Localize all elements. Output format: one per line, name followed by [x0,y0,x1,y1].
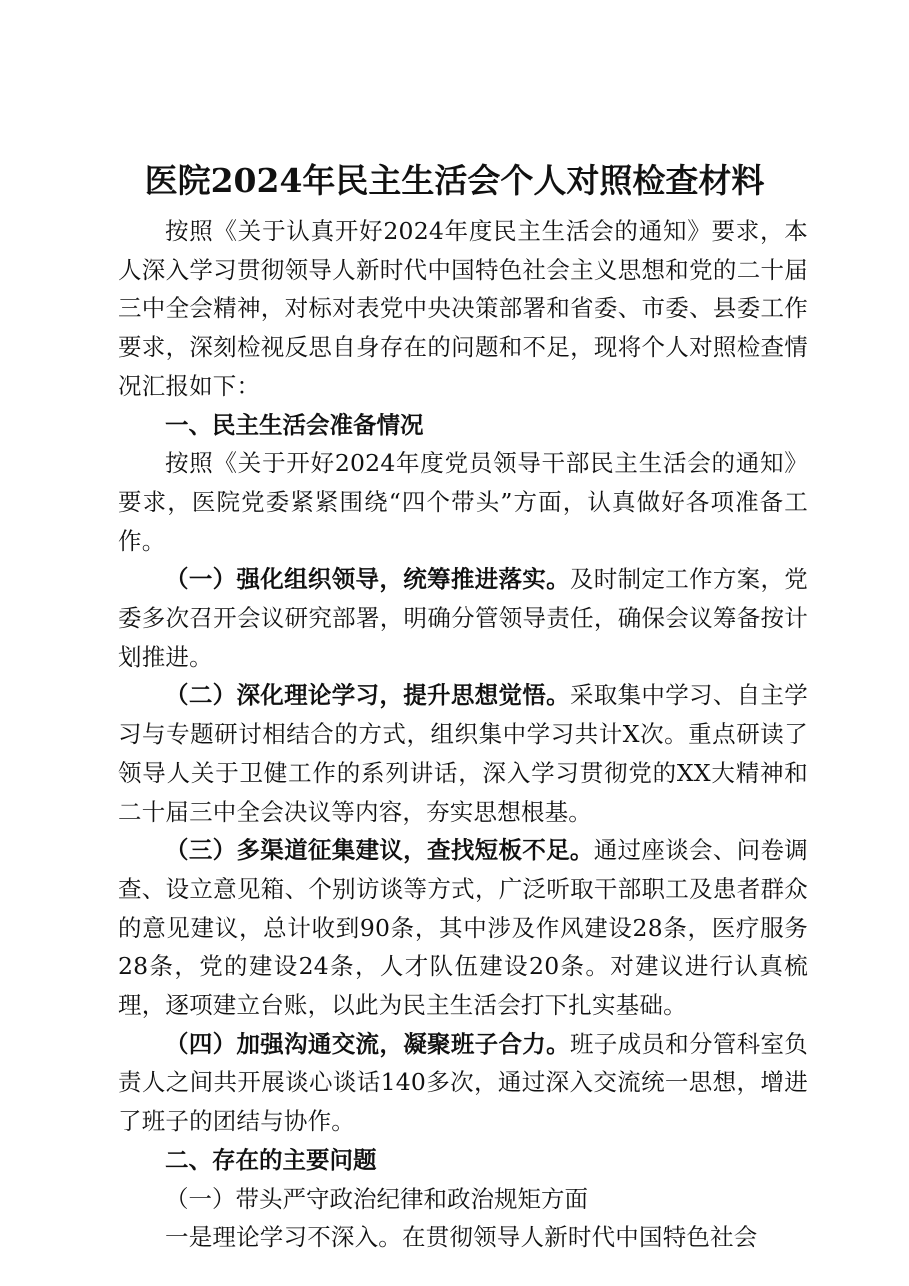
prep-item-text: 及时制定工作方案，党委多次召开会议研究部署，明确分管领导责任，确保会议筹备按计划推进。 [118,565,809,671]
prep-item-communication [118,1025,808,1141]
intro-paragraph: 按照《关于认真开好2024年度民主生活会的通知》要求，本人深入学习贯彻领导人新时代中国特色社会主义思想和党的二十届三中全会精神，对标对表党中央决策部署和省委、市委、县委工作要求，深刻检视反思自身存在的问题和不足，现将个人对照检查情况汇报如下： [118,217,808,400]
section1-intro-paragraph: 按照《关于开好2024年度党员领导干部民主生活会的通知》要求，医院党委紧紧围绕“四个带头”方面，认真做好各项准备工作。 [118,449,808,555]
prep-item-text: 通过座谈会、问卷调查、设立意见箱、个别访谈等方式，广泛听取干部职工及患者群众的意见建议，总计收到90条，其中涉及作风建设28条，医疗服务28条，党的建设24条，人才队伍建设20条。对建议进行认真梳理，逐项建立台账，以此为民主生活会打下扎实基础。 [118,836,808,1020]
prep-item-text: 采取集中学习、自主学习与专题研讨相结合的方式，组织集中学习共计X次。重点研读了领导人关于卫健工作的系列讲话，深入学习贯彻党的XX大精神和二十届三中全会决议等内容，夯实思想根基。 [118,681,809,826]
prep-item-lead: （四）加强沟通交流，凝聚班子合力。 [165,1029,570,1058]
problem-paragraph: 一是理论学习不深入。在贯彻领导人新时代中国特色社会 [165,1223,758,1252]
prep-item-study [118,676,808,831]
prep-item-lead: （三）多渠道征集建议，查找短板不足。 [165,836,594,865]
prep-item-suggestions [118,831,808,1025]
prep-item-lead: （二）深化理论学习，提升思想觉悟。 [165,681,570,710]
prep-item-text: 班子成员和分管科室负责人之间共开展谈心谈话140多次，通过深入交流统一思想，增进了班子的团结与协作。 [118,1029,809,1136]
prep-item-organization [118,560,808,676]
subsection-heading-discipline: （一）带头严守政治纪律和政治规矩方面 [165,1184,588,1213]
section-heading-problems: 二、存在的主要问题 [165,1145,377,1174]
section-heading-preparation: 一、民主生活会准备情况 [165,410,424,439]
prep-item-lead: （一）强化组织领导，统筹推进落实。 [165,565,570,594]
document-body [118,212,808,1257]
document-title: 医院2024年民主生活会个人对照检查材料 [144,161,765,200]
